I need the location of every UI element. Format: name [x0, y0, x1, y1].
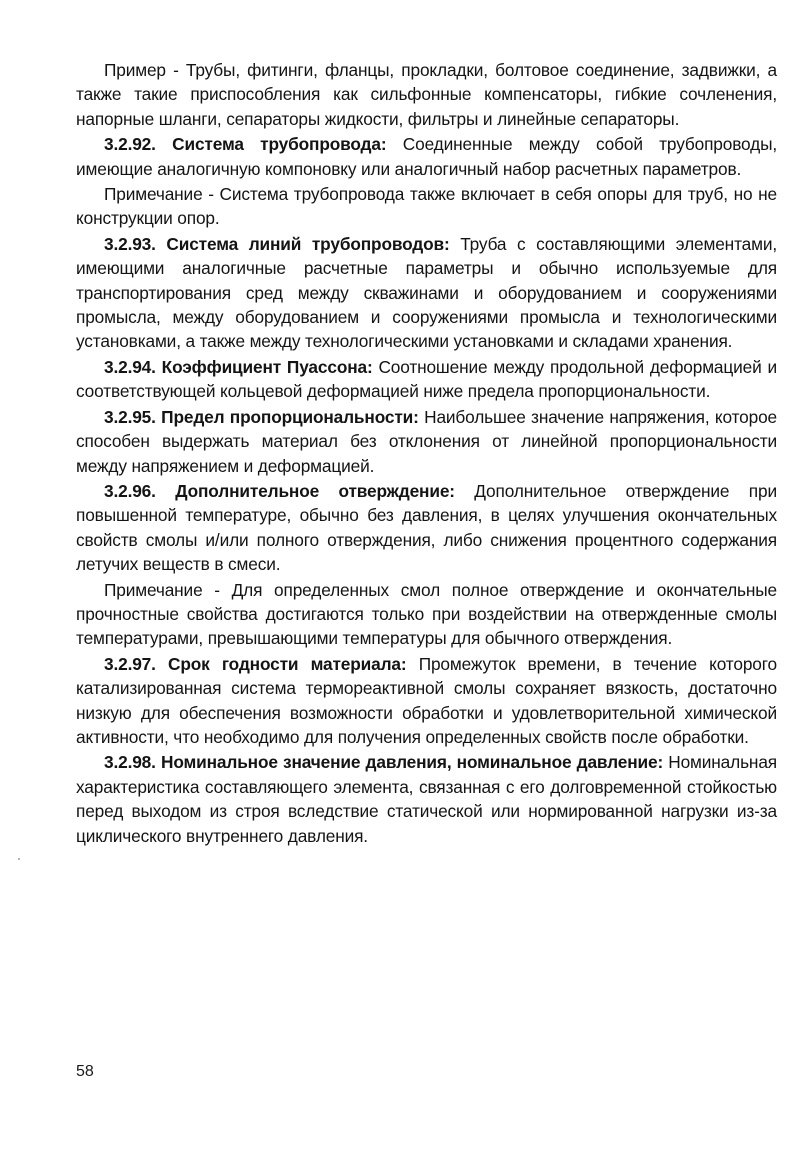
example-paragraph	[76, 58, 777, 131]
definition-text: Труба с составляющими элементами, имеющими аналогичные расчетные параметры и обычно используемые для транспортирования сред между скважинами и оборудованием и сооружениями промысла, между оборудованием и сооружениями промысла и технологическими установками, а также между технологическими установками и складами хранения.	[76, 233, 777, 352]
definition-text: Дополнительное отверждение при повышенной температуре, обычно без давления, в целях улучшения окончательных свойств смолы и/или полного отверждения, либо снижения процентного содержания летучих веществ в смеси.	[76, 480, 777, 575]
definition-3-2-96	[76, 479, 777, 577]
definition-text: Промежуток времени, в течение которого катализированная система термореактивной смолы сохраняет вязкость, достаточно низкую для обеспечения возможности обработки и удовлетворительной химической активности, что необходимо для получения определенных свойств после обработки.	[76, 653, 777, 747]
document-page	[76, 58, 777, 849]
note-paragraph	[76, 182, 777, 231]
note-text: Примечание - Система трубопровода также включает в себя опоры для труб, но не конструкции опор.	[76, 184, 777, 229]
definition-term: 3.2.97. Срок годности материала:	[104, 653, 407, 674]
definition-3-2-92	[76, 132, 777, 181]
note-text: Примечание - Для определенных смол полное отверждение и окончательные прочностные свойства достигаются только при воздействии на отвержденные смолы температурами, превышающими температуры для обычного отверждения.	[76, 579, 777, 649]
definition-text: Наибольшее значение напряжения, которое способен выдержать материал без отклонения от линейной пропорциональности между напряжением и деформацией.	[76, 406, 777, 476]
definition-text: Номинальная характеристика составляющего элемента, связанная с его долговременной стойкостью перед выходом из строя вследствие статической или нормированной нагрузки из-за циклического внутреннего давления.	[76, 752, 777, 846]
definition-term: 3.2.98. Номинальное значение давления, номинальное давление:	[104, 752, 664, 773]
definition-3-2-94	[76, 355, 777, 404]
definition-term: 3.2.94. Коэффициент Пуассона:	[104, 356, 373, 377]
definition-term: 3.2.93. Система линий трубопроводов:	[104, 233, 450, 254]
definition-text: Соотношение между продольной деформацией и соответствующей кольцевой деформацией ниже предела пропорциональности.	[76, 356, 777, 402]
scan-speck	[18, 858, 20, 860]
definition-term: 3.2.92. Система трубопровода:	[104, 134, 387, 155]
page-number: 58	[76, 1063, 94, 1080]
note-paragraph	[76, 578, 777, 651]
definition-3-2-95	[76, 405, 777, 478]
definition-term: 3.2.96. Дополнительное отверждение:	[104, 480, 455, 501]
definition-term: 3.2.95. Предел пропорциональности:	[104, 406, 419, 427]
definition-3-2-97	[76, 652, 777, 750]
paragraph-text: Пример - Трубы, фитинги, фланцы, прокладки, болтовое соединение, задвижки, а также такие приспособления как сильфонные компенсаторы, гибкие сочленения, напорные шланги, сепараторы жидкости, фильтры и линейные сепараторы.	[76, 60, 777, 129]
definition-text: Соединенные между собой трубопроводы, имеющие аналогичную компоновку или аналогичный набор расчетных параметров.	[76, 134, 777, 179]
definition-3-2-93	[76, 232, 777, 354]
definition-3-2-98	[76, 750, 777, 848]
